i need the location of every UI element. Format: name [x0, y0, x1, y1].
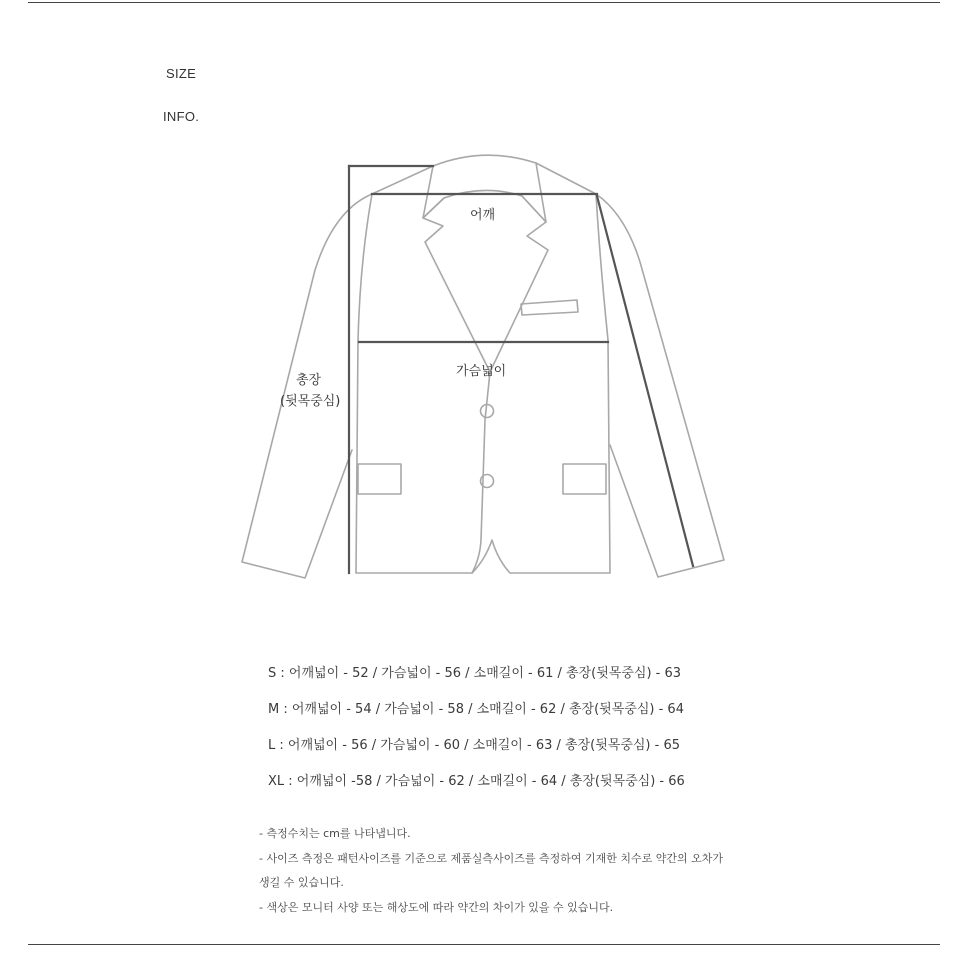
length-label-line2: (뒷목중심)	[280, 394, 341, 409]
note-unit: - 측정수치는 cm를 나타냅니다.	[259, 827, 411, 840]
jacket-left-pocket	[358, 464, 401, 494]
size-row-xl: XL : 어깨넓이 -58 / 가슴넓이 - 62 / 소매길이 - 64 / 총장(뒷목중심) - 66	[268, 774, 685, 789]
jacket-left-sleeve	[242, 166, 433, 578]
size-heading: SIZE	[166, 66, 197, 81]
length-label-line1: 총장	[296, 373, 322, 388]
jacket-right-sleeve	[536, 163, 724, 577]
shoulder-label: 어깨	[470, 208, 496, 223]
jacket-right-pocket	[563, 464, 606, 494]
note-measurement-cont: 생길 수 있습니다.	[259, 876, 344, 889]
size-row-s: S : 어깨넓이 - 52 / 가슴넓이 - 56 / 소매길이 - 61 / 총장(뒷목중심) - 63	[268, 666, 682, 681]
bottom-divider	[28, 944, 940, 945]
chest-label: 가슴넓이	[456, 364, 507, 379]
sleeve-measure-line	[597, 196, 693, 566]
jacket-right-lapel	[490, 196, 548, 372]
note-color: - 색상은 모니터 사양 또는 해상도에 따라 약간의 차이가 있을 수 있습니다.	[259, 901, 614, 914]
size-row-l: L : 어깨넓이 - 56 / 가슴넓이 - 60 / 소매길이 - 63 / 총장(뒷목중심) - 65	[268, 738, 680, 753]
note-measurement: - 사이즈 측정은 패턴사이즈를 기준으로 제품실측사이즈를 측정하여 기재한 치수로 약간의 오차가	[259, 852, 723, 865]
size-row-m: M : 어깨넓이 - 54 / 가슴넓이 - 58 / 소매길이 - 62 / 총장(뒷목중심) - 64	[268, 702, 684, 717]
jacket-front-edge	[472, 372, 490, 573]
jacket-chest-pocket	[521, 300, 578, 315]
info-heading: INFO.	[163, 109, 200, 124]
jacket-left-lapel	[423, 198, 490, 372]
jacket-body	[356, 194, 610, 573]
